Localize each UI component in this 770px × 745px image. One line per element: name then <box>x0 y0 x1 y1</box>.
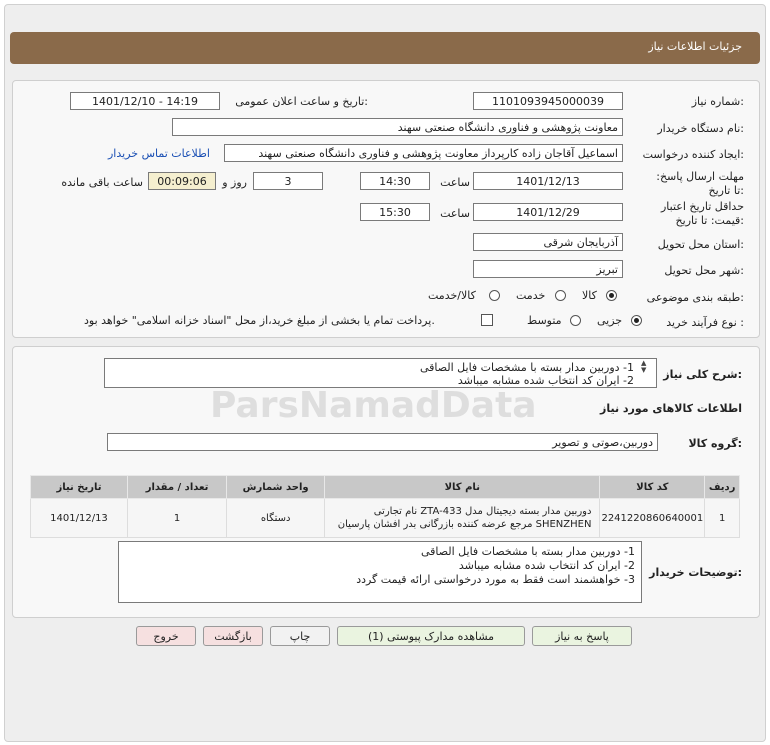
summary-line: 2- ایران کد انتخاب شده مشابه میباشد <box>457 374 634 387</box>
validity-date-field[interactable]: 1401/12/29 <box>473 203 623 221</box>
category-radio-goods[interactable] <box>606 290 617 301</box>
buyer-note-line: 3- خواهشمند است فقط به مورد درخواستی ارائه قیمت گردد <box>356 573 635 586</box>
col-code: کد کالا <box>600 476 705 499</box>
buyer-label: نام دستگاه خریدار: <box>657 122 744 135</box>
buyer-note-line: 1- دوربین مدار بسته با مشخصات فایل الصاقی <box>420 545 635 558</box>
item-name-line: SHENZHEN مرجع عرضه کننده بازرگانی بدر افشان پارسیان <box>337 519 592 530</box>
col-date: تاریخ نیاز <box>31 476 128 499</box>
group-label: گروه کالا: <box>688 437 742 450</box>
process-label: نوع فرآیند خرید : <box>666 316 744 329</box>
category-option-both: کالا/خدمت <box>428 289 476 302</box>
treasury-payment-note: پرداخت تمام یا بخشی از مبلغ خرید،از محل "اسناد خزانه اسلامی" خواهد بود. <box>84 314 435 327</box>
cell-name <box>325 499 600 538</box>
cell-date: 1401/12/13 <box>31 499 128 538</box>
attachments-button[interactable]: مشاهده مدارک پیوستی (1) <box>337 626 525 646</box>
print-button[interactable]: چاپ <box>270 626 330 646</box>
province-label: استان محل تحویل: <box>657 238 744 251</box>
announce-label: تاریخ و ساعت اعلان عمومی: <box>235 95 368 108</box>
col-qty: تعداد / مقدار <box>127 476 226 499</box>
buyer-contact-link[interactable]: اطلاعات تماس خریدار <box>108 147 210 160</box>
item-name-line: دوربین مدار بسته دیجیتال مدل ZTA-433 نام تجارتی <box>373 506 592 517</box>
watermark-logo: ParsNamadData <box>210 385 537 426</box>
buyer-note-line: 2- ایران کد انتخاب شده مشابه میباشد <box>458 559 635 572</box>
creator-field[interactable]: اسماعیل آقاجان زاده کارپرداز معاونت پژوهشی و فناوری دانشگاه صنعتی سهند <box>224 144 623 162</box>
process-option-medium: متوسط <box>527 314 562 327</box>
remaining-time-field: 00:09:06 <box>148 172 216 190</box>
announce-field[interactable]: 1401/12/10 - 14:19 <box>70 92 220 110</box>
category-option-service: خدمت <box>516 289 546 302</box>
cell-index: 1 <box>705 499 740 538</box>
cell-qty: 1 <box>127 499 226 538</box>
page-title: جزئیات اطلاعات نیاز <box>648 40 742 53</box>
items-table <box>30 475 740 538</box>
back-button[interactable]: بازگشت <box>203 626 263 646</box>
table-row[interactable] <box>31 499 740 538</box>
city-label: شهر محل تحویل: <box>664 264 744 277</box>
days-field[interactable]: 3 <box>253 172 323 190</box>
remaining-label: ساعت باقی مانده <box>61 176 143 189</box>
days-label: روز و <box>222 176 247 189</box>
col-name: نام کالا <box>325 476 600 499</box>
reply-button[interactable]: پاسخ به نیاز <box>532 626 632 646</box>
cell-unit: دستگاه <box>227 499 325 538</box>
items-title: اطلاعات کالاهای مورد نیاز <box>600 402 742 415</box>
process-option-minor: جزیی <box>597 314 623 327</box>
validity-label: حداقل تاریخ اعتبار قیمت: تا تاریخ: <box>660 200 744 227</box>
process-radio-medium[interactable] <box>570 315 581 326</box>
category-option-goods: کالا <box>582 289 597 302</box>
validity-time-label: ساعت <box>440 207 470 220</box>
deadline-time-label: ساعت <box>440 176 470 189</box>
scroll-arrows-icon[interactable]: ▲ ▼ <box>641 359 647 374</box>
page-header <box>10 32 760 64</box>
category-label: طبقه بندی موضوعی: <box>646 291 744 304</box>
deadline-time-field[interactable]: 14:30 <box>360 172 430 190</box>
col-index: ردیف <box>705 476 740 499</box>
group-field[interactable]: دوربین،صوتی و تصویر <box>107 433 658 451</box>
city-field[interactable]: تبریز <box>473 260 623 278</box>
process-radio-minor[interactable] <box>631 315 642 326</box>
summary-label: شرح کلی نیاز: <box>663 368 742 381</box>
validity-time-field[interactable]: 15:30 <box>360 203 430 221</box>
buyer-field[interactable]: معاونت پژوهشی و فناوری دانشگاه صنعتی سهند <box>172 118 623 136</box>
deadline-date-field[interactable]: 1401/12/13 <box>473 172 623 190</box>
cell-code: 2241220860640001 <box>600 499 705 538</box>
col-unit: واحد شمارش <box>227 476 325 499</box>
treasury-payment-checkbox[interactable] <box>481 314 493 326</box>
buyer-notes-label: توضیحات خریدار: <box>649 566 742 579</box>
province-field[interactable]: آذربایجان شرقی <box>473 233 623 251</box>
need-number-label: شماره نیاز: <box>691 95 744 108</box>
category-radio-both[interactable] <box>489 290 500 301</box>
buyer-notes-box <box>118 541 642 603</box>
need-number-field[interactable]: 1101093945000039 <box>473 92 623 110</box>
deadline-label: مهلت ارسال پاسخ: تا تاریخ: <box>656 170 744 197</box>
exit-button[interactable]: خروج <box>136 626 196 646</box>
category-radio-service[interactable] <box>555 290 566 301</box>
creator-label: ایجاد کننده درخواست: <box>642 148 744 161</box>
summary-textarea[interactable] <box>104 358 657 388</box>
summary-line: 1- دوربین مدار بسته با مشخصات فایل الصاقی <box>419 361 634 374</box>
